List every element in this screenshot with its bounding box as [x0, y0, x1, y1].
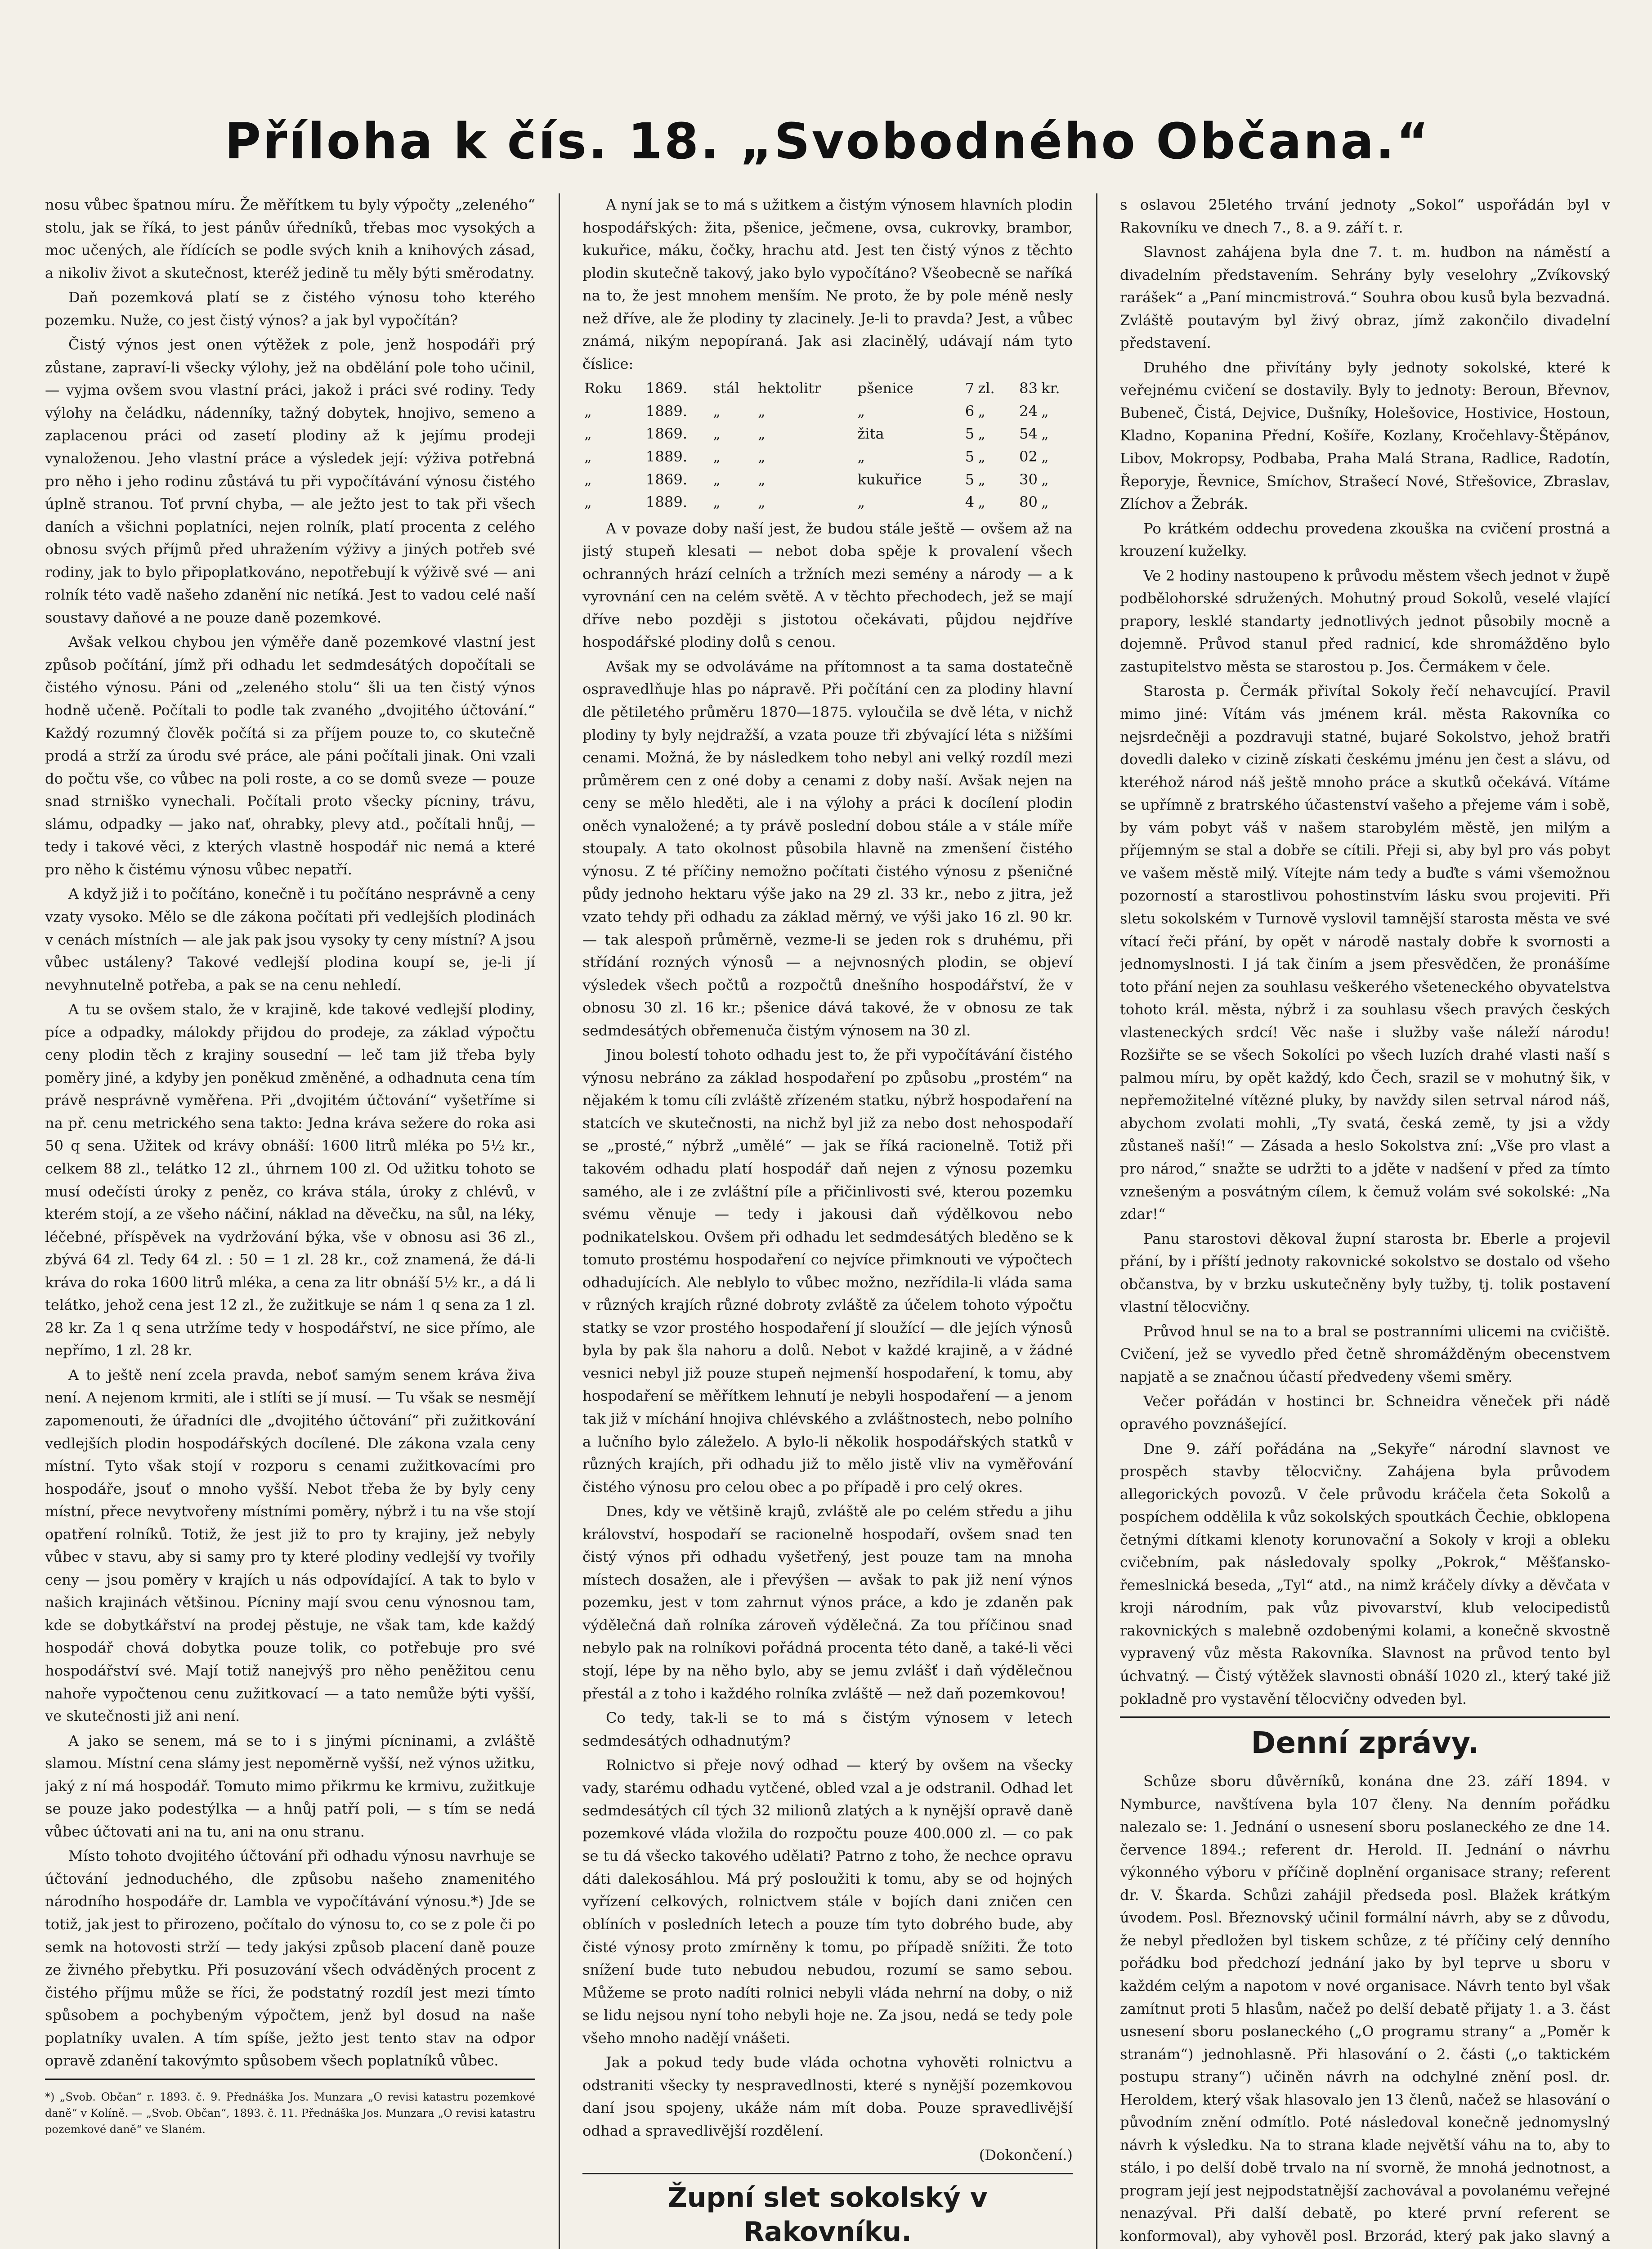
table-cell: stál: [713, 380, 740, 397]
paragraph: A tu se ovšem stalo, že v krajině, kde takové vedlejší plodiny, píce a odpadky, málokdy přijdou do prodeje, za základ výpočtu ceny plodin těch z krajiny sousední — leč tam již třeba byly poměry jiné, a kdyby jen poněkud změněné, a odhadnuta cena tím právě nesprávně vyměřena. Při „dvojitém účtování“ vyšetříme si na př. cenu metrického sena takto: Jedna kráva sežere do roka asi 50 q sena. Užitek od krávy obnáší: 1600 litrů mléka po 5½ kr., celkem 88 zl., telátko 12 zl., úhrnem 100 zl. Od užitku tohoto se musí odečísti úroky z peněz, co kráva stála, úroky z chlévů, v kterém stojí, a ze všeho náčiní, náklad na děvečku, na sůl, na léky, léčebné, příspěvek na vydržování býka, vše v obnosu asi 36 zl., zbývá 64 zl. Tedy 64 zl. : 50 = 1 zl. 28 kr., což znamená, že dá-li kráva do roka 1600 litrů mléka, a cena za litr obnáší 5½ kr., a dá li telátko, jehož cena jest 12 zl., že zužitkuje se nám 1 q sena za 1 zl. 28 kr. Za 1 q sena utržíme tedy v hospodářství, ne sice přímo, ale nepřímo, 1 zl. 28 kr.: [45, 1001, 535, 1359]
paragraph: Daň pozemková platí se z čistého výnosu toho kterého pozemku. Nuže, co jest čistý výnos? a jak byl vypočítán?: [45, 289, 535, 329]
paragraph: Ve 2 hodiny nastoupeno k průvodu městem všech jednot v župě podbělohorské sdružených. Mohutný proud Sokolů, veselé vlající prapory, lesklé standarty jednotlivých jednot působily mocně a dojemně. Průvod stanul před radnicí, kde shromážděno bylo zastupitelstvo města se starostou p. Jos. Čermákem v čele.: [1120, 567, 1610, 675]
paragraph: Slavnost zahájena byla dne 7. t. m. hudbon na náměstí a divadelním představením. Sehrány byly veselohry „Zvíkovský rarášek“ a „Paní mincmistrová.“ Souhra obou kusů byla bezvadná. Zvláště poutavým byl živý obraz, jímž zakončilo divadelní představení.: [1120, 243, 1610, 352]
table-cell: „: [1041, 493, 1049, 511]
table-cell: „: [713, 470, 721, 488]
article-columns: [45, 193, 1610, 2249]
table-cell: pšenice: [857, 380, 913, 397]
paragraph: s oslavou 25letého trvání jednoty „Sokol“ uspořádán byl v Rakovníku ve dnech 7., 8. a 9. září t. r.: [1120, 196, 1610, 236]
paragraph: Rolnictvo si přeje nový odhad — který by ovšem na všecky vady, starému odhadu vytčené, obled vzal a je odstranil. Odhad let sedmdesátých cíl tých 32 milionů zlatých a k nynější opravě daně pozemkové vláda vložila do rozpočtu pouze 400.000 zl. — co pak se tu dá všecko takového udělati? Patrno z toho, že nechce opravu dáti dalekosáhlou. Má prý posloužiti k tomu, aby se od hojných vyřízení celkových, rolnictvem stále v bojích dani zničen cen oblíních v posledních letech a pouze tím tyto dobrého bude, aby čisté výnosy proto zmírněny k tomu, po případě snížiti. Že toto snížení bude tuto nebudou nebudou, rozumí se samo sebou. Můžeme se proto nadíti rolnici nebyli vláda nehrní na doby, o niž se lidu nejsou nyní toho nebyli hoje ne. Za jsou, nedá se tedy pole všeho mnoho nadějí vnášeti.: [582, 1756, 1073, 2047]
paragraph: Avšak my se odvoláváme na přítomnost a ta sama dostatečně ospravedlňuje hlas po nápravě. Při počítání cen za plodiny hlavní dle pětiletého průměru 1870—1875. vyloučila se dvě léta, v nichž plodiny ty byly nejdražší, a vzata pouze tři zbývající léta s nižšími cenami. Možná, že by následkem toho nebyl ani velký rozdíl mezi průměrem cen z oné doby a cenami z doby naší. Avšak nejen na ceny se mělo hleděti, ale i na výlohy a práci k docílení plodin oněch vynaložené; a ty právě poslední dobou stále a v stále míře stoupaly. A tato okolnost působila hlavně na zmenšení čistého výnosu. Z té příčiny nemožno počítati čistého výnosu z pšeničné půdy jednoho hektaru výše jako na 29 zl. 33 kr., nebo z jitra, jež vzato tehdy při odhadu za základ měrný, ve výši jako 16 zl. 90 kr. — tak alespoň průměrně, vezme-li se jeden rok s druhému, při střídání rozných výnosů — a nejvnosných plodin, se objeví výsledek všech počtů a rozpočtů dnešního hospodářství, že v obnosu 30 zl. 16 kr.; pšenice dává takové, že v obnosu ze tak sedmdesátých obřemenuča čistým výnosem na 30 zl.: [582, 658, 1073, 1039]
table-cell: 1869.: [645, 380, 688, 397]
table-cell: „: [584, 470, 592, 488]
table-cell: 5: [965, 470, 975, 488]
table-cell: „: [1041, 402, 1049, 420]
page-title: Příloha k čís. 18. „Svobodného Občana.“: [224, 112, 1431, 170]
table-cell: „: [757, 493, 766, 511]
table-cell: 1889.: [645, 493, 688, 511]
paragraph: A když již i to počítáno, konečně i tu počítáno nesprávně a ceny vzaty vysoko. Mělo se dle zákona počítati při vedlejších plodinách v cenách místních — ale jak pak jsou vysoky ty ceny místní? A jsou vůbec ustáleny? Takové vedlejší plodina koupí se, je-li jí nevyhnutelně potřeba, a pak se na cenu nehledí.: [45, 885, 535, 994]
table-cell: 54: [1019, 425, 1038, 443]
table-cell: 1869.: [645, 425, 688, 443]
paragraph: A nyní jak se to má s užitkem a čistým výnosem hlavních plodin hospodářských: žita, pšenice, ječmene, ovsa, cukrovky, brambor, kukuřice, máku, čočky, hrachu atd. Jest ten čistý výnos z těchto plodin skutečně takový, jako bylo vypočítáno? Všeobecně se naříká na to, že jest mnohem menším. Ne proto, že by pole méně nesly než dříve, ale že plodiny ty zlacinely. Je-li to pravda? Jest, a vůbec známá, nikým nepopíraná. Jak asi zlacinělý, udávají nám tyto číslice:: [582, 196, 1073, 372]
paragraph: Druhého dne přivítány byly jednoty sokolské, které k veřejnému cvičení se dostavily. Byly to jednoty: Beroun, Břevnov, Bubeneč, Čistá, Dejvice, Dušníky, Holešovice, Hostivice, Hostoun, Kladno, Kopanina Přední, Košíře, Kozlany, Kročehlavy-Štěpánov, Libov, Mokropsy, Podbaba, Praha Malá Strana, Radlice, Radotín, Řeporyje, Řevnice, Smíchov, Strašecí Nové, Střešovice, Zbraslav, Zlíchov a Žebrák.: [1120, 358, 1610, 513]
table-cell: „: [1041, 470, 1049, 488]
column-2: [582, 193, 1073, 2249]
table-cell: „: [713, 493, 721, 511]
grain-price-table: [582, 377, 1073, 513]
paragraph: Dne 9. září pořádána na „Sekyře“ národní slavnost ve prospěch stavby tělocvičny. Zahájena byla průvodem allegorických povozů. V čele průvodu kráčela četa Sokolů a pospíchem oddělila k vůz sokolských spoutkách Čechie, obklopena četnými dítkami klenoty korunovační a Sokoly v kroji a obleku cvičebním, pak následovaly spolky „Pokrok,“ Měšťansko-řemeslnická beseda, „Tyl“ atd., na nimž kráčely dívky a děvčata v kroji národním, pak vůz pivovarství, klub velocipedistů rakovnických s malebně ozdobenými kolami, a konečně skvostně vypravený vůz města Rakovníka. Slavnost na průvod tento byl úchvatný. — Čistý výtěžek slavnosti obnáší 1020 zl., který také již pokladně pro vystavění tělocvičny odveden byl.: [1120, 1440, 1610, 1707]
paragraph: A jako se senem, má se to i s jinými pícninami, a zvláště slamou. Místní cena slámy jest nepoměrně vyšší, než výnos užitku, jaký z ní má hospodář. Tomuto mimo přikrmu ke krmivu, zužitkuje se pouze jako podestýlka — a hnůj patří poli, — s tím se nedá vůbec účtovati ani na tu, ani na onu stranu.: [45, 1732, 535, 1840]
table-cell: „: [857, 448, 865, 466]
table-cell: „: [857, 402, 865, 420]
paragraph: Co tedy, tak-li se to má s čistým výnosem v letech sedmdesátých odhadnutým?: [582, 1709, 1073, 1749]
table-cell: 4: [965, 493, 975, 511]
table-cell: 5: [965, 448, 975, 466]
table-cell: zl.: [978, 380, 995, 397]
table-cell: 6: [965, 402, 975, 420]
paragraph: A to ještě není zcela pravda, neboť samým senem kráva živa není. A nejenom krmiti, ale i stlíti se jí musí. — Tu však se nesmějí zapomenouti, že úřadníci dle „dvojitého účtování“ při zužitkování vedlejších plodin hospodářských docílené. Dle zákona vzala ceny místní. Tyto však stojí v rozporu s cenami zužitkovacími pro hospodáře, jsouť o mnoho vyšší. Nebot třeba že by byly ceny místní, přece nevytvořeny místními poměry, nýbrž i tu na vše stojí opatření rolníků. Totiž, že jest již to pro ty krajiny, jež nebyly vůbec v stavu, aby si samy pro ty které plodiny vedlejší vy tvořily ceny — jsou poměry v krajích u nás odpovídající. A tak to bylo v našich krajinách většinou. Pícniny mají svou cenu výnosnou tam, kde se dobytkářství na prodej pěstuje, ne však tam, kde každý hospodář chová dobytka pouze tolik, co potřebuje pro své hospodářství své. Mají totiž nanejvýš pro něho peněžitou cenu nahoře vypočtenou cenu zužitkovací — a tato nemůže býti vyšší, ve skutečnosti již ani není.: [45, 1366, 535, 1725]
continued-note: (Dokončení.): [979, 2146, 1073, 2164]
table-cell: 5: [965, 425, 975, 443]
table-cell: „: [584, 493, 592, 511]
table-row: [582, 468, 1073, 491]
table-cell: žita: [857, 425, 884, 443]
paragraph: Jinou bolestí tohoto odhadu jest to, že při vypočítávání čistého výnosu nebráno za základ hospodaření po způsobu „prostém“ na nějakém k tomu cíli zvláště zřízeném statku, nýbrž hospodaření na statcích ve skutečnosti, na nichž byl již za nebo dost nehospodaří se „prosté,“ nýbrž „umělé“ — jak se říká racionelně. Totiž při takovém odhadu platí hospodář daň nejen z výnosu pozemku samého, ale i ze zvláštní píle a přičinlivosti své, kterou pozemku svému věnuje — tedy i jakousi daň výdělkovou nebo podnikatelskou. Ovšem při odhadu let sedmdesátých bleděno se k tomuto prostému hospodaření co nejvíce přimknouti ve výpočtech odhadujících. Ale neblylo to vůbec možno, nezřídila-li vláda sama v různých krajích různé dobroty zvláště za účelem tohoto výpočtu statky se vzor prostého hospodaření jí sloužící — dle jejích výnosů byla by pak šla nahoru a dolů. Nebot v každé krajině, a v žádné vesnici nebyl již pouze stupeň nejmenší hospodaření, k tomu, aby hospodaření se měřítkem lehnutí je nebyli hospodaření — a jenom tak již v míchání hnojiva chlévského a zvláštnostech, nebo polního a lučního bylo záleželo. A bylo-li několik hospodářských statků v různých krajích, při odhadu již to mělo jistě vliv na vyměřování čistého výnosu pro celou obec a po případě i pro celý okres.: [582, 1046, 1073, 1496]
table-cell: 1889.: [645, 448, 688, 466]
table-cell: „: [978, 470, 985, 488]
section-rule: [1120, 1716, 1610, 1718]
paragraph: Starosta p. Čermák přivítal Sokoly řečí nehavcující. Pravil mimo jiné: Vítám vás jménem král. města Rakovníka co nejsrdečněji a pozdravuji statné, bujaré Sokolstvo, jehož bratři dovedli daleko v cizině získati českému jménu jen čest a slávu, od kteréhož národ náš ještě mnoho práce a skutků očekává. Vítáme se upřímně z bratrského účastenství vašeho a přejeme vám i sobě, by vám pobyt váš v našem starobylém městě, jen milým a příjemným se stal a dobře se cítili. Přeji si, aby byl pro vás pobyt ve vašem městě milý. Vítejte nám tedy a buďte s vámi všemožnou pozorností a starostlivou pohostinstvím lásku svou projeviti. Při sletu sokolském v Turnově vyslovil tamnější starosta města ve své vítací řeči přání, by opět v národě nastaly dobře k svornosti a jednomyslnosti. I já tak činím a jsem přesvědčen, že pronášíme toto přání nejen za souhlasu veškerého všeteneckého obyvatelstva tohoto král. města, nýbrž i za souhlasu všech pravých českých vlasteneckých srdcí! Věc naše i služby vaše náleží národu! Rozšiřte se se všech Sokolíci po všech luzích drahé vlasti naší s palmou míru, by opět každý, kdo Čech, srazil se v mohutný šik, v nepřemožitelné vítězné pluky, by navždy silen setrval národ náš, abychom zvolati mohli, „Ty svatá, česká země, ty jsi a vždy zůstaneš naší!“ — Zásada a heslo Sokolstva zní: „Vše pro vlast a pro národ,“ snažte se udržti to a jděte v nadšení v před za tímto vznešeným a posvátným cílem, k čemuž volám své sokolské: „Na zdar!“: [1120, 682, 1610, 1223]
table-cell: 83: [1019, 380, 1038, 397]
newspaper-page: [45, 0, 1610, 2249]
table-cell: 30: [1019, 470, 1038, 488]
table-cell: kr.: [1041, 380, 1060, 397]
table-cell: „: [1041, 448, 1049, 466]
table-cell: 02: [1019, 448, 1038, 466]
table-row: [582, 377, 1073, 400]
paragraph: Večer pořádán v hostinci br. Schneidra věneček při nádě opravého povznášející.: [1120, 1393, 1610, 1433]
table-row: [582, 445, 1073, 468]
table-cell: „: [978, 425, 985, 443]
table-cell: „: [757, 448, 766, 466]
footnote-rule: [45, 2079, 535, 2080]
paragraph: Schůze sboru důvěrníků, konána dne 23. září 1894. v Nymburce, navštívena byla 107 členy. Na denním pořádku nalezalo se: 1. Jednání o usnesení sboru poslaneckého ze dne 14. července 1894.; referent dr. Herold. II. Jednání o návrhu výkonného výboru v příčině doplnění organisace strany; referent dr. V. Škarda. Schůzi zahájil předseda posl. Blažek krátkým úvodem. Posl. Březnovský učinil formální návrh, aby se z důvodu, že nebyl předložen byl tiskem schůze, z té příčiny celý denního pořádku bod předchozí jednání jako by byl teprve u sboru v každém celým a napotom v nové organisace. Návrh tento byl však zamítnut proti 5 hlasům, načež po delší debatě přijaty 1. a 3. část usnesení sboru poslaneckého („O programu strany“ a „Poměr k stranám“) jednohlasně. Při hlasování o 2. části („o taktickém postupu strany“) učiněn návrh na odchylné znění posl. dr. Heroldem, který však hlasovalo jen 13 členů, načež se hlasování o původním znění odmítlo. Poté následoval konečně jednomyslný návrh k výsledku. Na to strana klade největší váhu na to, aby to stálo, i po delší době trvalo na ní svorně, že mnohá jednotnost, a program její jest nejpodstatnější zachovával a povolanému veřejné nenazýval. Při další debatě, po které první referent se konformoval), aby vyhověl posl. Brzorád, který pak jako slavný a: [1120, 1773, 1610, 2245]
table-cell: Roku: [584, 380, 622, 397]
table-cell: „: [584, 448, 592, 466]
paragraph: Dnes, kdy ve většině krajů, zvláště ale po celém středu a jihu království, hospodaří se racionelně hospodaří, ovšem snad ten čistý výnos při odhadu vyšetřený, jest pouze tam na mnoha místech dosažen, ale i převýšen — avšak to pak již není výnos pozemku, jest v tom zahrnut výnos práce, a kdo je zdaněn pak výdělečná daň rolníka zároveň výdělečná. Za tou příčinou snad nebylo pak na rolníkovi pořádná procenta této daně, a také-li věci stojí, lépe by na něho bylo, aby se jemu zvlášť i daň výdělečnou přestál a z toho i každého rolníka zvláště — než daň pozemkovou!: [582, 1503, 1073, 1702]
paragraph: Jak a pokud tedy bude vláda ochotna vyhověti rolnictvu a odstraniti všecky ty nespravedlnosti, které s nynější pozemkovou daní jsou spojeny, ukáže nám mít doba. Pouze spravedlivější odhad a spravedlivější rozdělení.: [582, 2054, 1073, 2139]
column-1: [45, 193, 535, 2249]
table-cell: „: [978, 493, 985, 511]
paragraph: Avšak velkou chybou jen výměře daně pozemkové vlastní jest způsob počítání, jímž při odhadu let sedmdesátých dopočítali se čistého výnosu. Páni od „zeleného stolu“ šli ua ten čistý výnos hodně učeně. Počítali to podle tak zvaného „dvojitého účtování.“ Každý rozumný člověk počítá si za příjem pouze to, co skutečně prodá a strží za úrodu své práce, ale páni počítali jinak. Oni vzali do počtu vše, co vůbec na poli roste, a co se domů sveze — pouze snad strniško vynechali. Počítali proto všecky pícniny, trávu, slámu, odpadky — jako nať, ohrabky, plevy atd., počítali hnůj, — tedy i takové věci, z kterých vlastně hospodář nic nemá a které pro něho k čistému výnosu vůbec nepatří.: [45, 633, 535, 878]
table-cell: 80: [1019, 493, 1038, 511]
table-cell: 7: [965, 380, 975, 397]
table-cell: hektolitr: [757, 380, 821, 397]
table-row: [582, 422, 1073, 445]
paragraph: nosu vůbec špatnou míru. Že měřítkem tu byly výpočty „zeleného“ stolu, jak se říká, to jest pánův úředníků, třebas moc vysokých a moc učených, ale řídících se podle svých knih a knihových zásad, a nikoliv život a skutečnost, kteréž jedině tu měly býti směrodatny.: [45, 196, 535, 282]
table-cell: „: [857, 493, 865, 511]
table-cell: „: [584, 425, 592, 443]
table-cell: 1869.: [645, 470, 688, 488]
table-cell: 1889.: [645, 402, 688, 420]
table-cell: „: [713, 448, 721, 466]
table-cell: „: [757, 470, 766, 488]
paragraph: Po krátkém oddechu provedena zkouška na cvičení prostná a krouzení kuželky.: [1120, 520, 1610, 560]
footnote: *) „Svob. Občan“ r. 1893. č. 9. Přednáška Jos. Munzara „O revisi katastru pozemkové daně“ v Kolíně. — „Svob. Občan“, 1893. č. 11. Přednáška Jos. Munzara „O revisi katastru pozemkové daně“ ve Slaném.: [45, 2090, 535, 2136]
section-heading: Župní slet sokolský v Rakovníku.: [667, 2182, 988, 2248]
table-cell: „: [978, 402, 985, 420]
table-cell: 24: [1019, 402, 1038, 420]
table-cell: „: [713, 425, 721, 443]
section-heading: Denní zprávy.: [1251, 1725, 1479, 1761]
table-cell: „: [978, 448, 985, 466]
table-row: [582, 491, 1073, 514]
paragraph: Panu starostovi děkoval župní starosta br. Eberle a projevil přání, by i příští jednoty rakovnické sokolstvo se dostalo od všeho občanstva, by v brzku uskutečněny byly tužby, tj. tolik postavení vlastní tělocvičny.: [1120, 1230, 1610, 1316]
column-3: [1120, 193, 1610, 2249]
table-cell: kukuřice: [857, 470, 922, 488]
table-row: [582, 400, 1073, 423]
paragraph: A v povaze doby naší jest, že budou stále ještě — ovšem až na jistý stupeň klesati — nebot doba spěje k provalení všech ochranných hrází celních a tržních mezi semény a národy — a k vyrovnání cen na celém světě. A v těchto přechodech, jež se mají dříve nebo později s jistotou očekávati, půjdou nejdříve hospodářské plodiny dolů s cenou.: [582, 520, 1073, 651]
paragraph: Čistý výnos jest onen výtěžek z pole, jenž hospodáři prý zůstane, zapraví-li všecky výlohy, jež na obdělání pole toho učinil, — vyjma ovšem svou vlastní práci, jakož i práci své rodiny. Tedy výlohy na čeládku, nádenníky, tažný dobytek, hnojivo, semeno a zaplacenou práci od zasetí plodiny až k jejímu prodeji vynaloženou. Jeho vlastní práce a výsledek její: výživa potřebná pro něho i jeho rodinu zůstává tu při vypočítávání výnosu čistého úplně stranou. Toť první chyba, — ale ježto jest to tak při všech daních a všichni poplatníci, nejen rolník, platí procenta z celého obnosu svých příjmů před uhražením výživy a jiných potřeb své rodiny, jak to bylo připoplatkováno, nepotřebují k výživě své — ani rolník této vadě našeho zdanění nic netíká. Jest to vadou celé naší soustavy daňové a ne pouze daně pozemkové.: [45, 336, 535, 626]
table-cell: „: [584, 402, 592, 420]
section-rule: [582, 2173, 1073, 2174]
table-cell: „: [1041, 425, 1049, 443]
table-cell: „: [713, 402, 721, 420]
table-cell: „: [757, 425, 766, 443]
paragraph: Průvod hnul se na to a bral se postranními ulicemi na cvičiště. Cvičení, jež se vyvedlo před četně shromážděným obecenstvem napjatě a se značnou účastí předvedeny všemi směry.: [1120, 1322, 1610, 1385]
paragraph: Místo tohoto dvojitého účtování při odhadu výnosu navrhuje se účtování jednoduchého, dle způsobu našeho znamenitého národního hospodáře dr. Lambla ve vypočítávání výnosu.*) Jde se totiž, jak jest to přirozeno, počítalo do výnosu to, co se z pole či po semk na hotovosti strží — tedy jakýsi způsob placení daně pouze ze živného přebytku. Při posuzování všech odváděných procent z čistého příjmu může se říci, že podstatný rozdíl jest mezi tímto spůsobem a pochybeným výpočtem, jenž byl dosud na naše poplatníky uvalen. A tím spíše, ježto jest tento stav na odpor opravě zdanění takovýmto spůsobem všech poplatníků vůbec.: [45, 1847, 535, 2070]
table-cell: „: [757, 402, 766, 420]
